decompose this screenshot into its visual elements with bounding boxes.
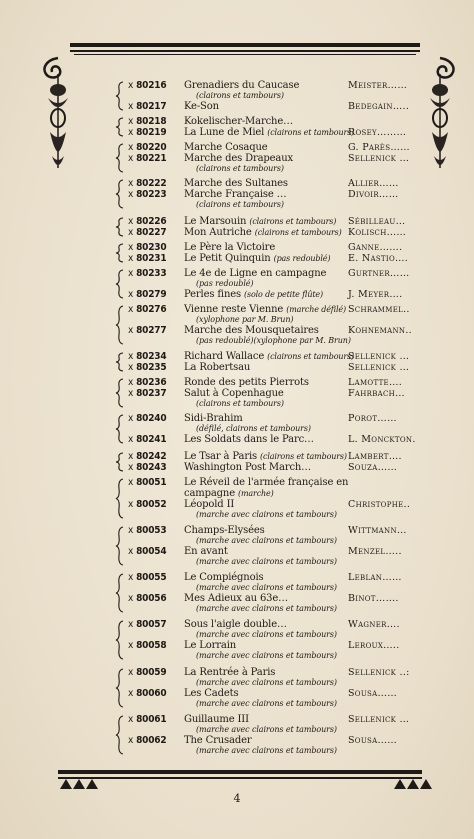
composer-name: L. Monckton. — [348, 434, 416, 445]
record-subtitle: (pas redoublé)(xylophone par M. Brun) — [196, 336, 351, 345]
record-title: Kokelischer-Marche… — [184, 116, 293, 127]
record-number: x 80276 — [128, 304, 167, 315]
composer-name: Kolisch…… — [348, 227, 407, 238]
record-entry — [116, 289, 421, 300]
record-subtitle: (marche avec clairons et tambours) — [196, 725, 337, 734]
record-entry — [116, 735, 421, 756]
record-note: (marche) — [238, 489, 274, 498]
record-entry — [116, 304, 421, 325]
record-entry — [116, 377, 421, 388]
record-number: x 80237 — [128, 388, 167, 399]
catalog-group — [116, 242, 421, 264]
composer-name: Christophe.. — [348, 499, 411, 510]
record-title: The Crusader — [184, 735, 252, 746]
record-entry — [116, 619, 421, 640]
catalog-group — [116, 178, 421, 210]
record-number: x 80217 — [128, 101, 167, 112]
catalog-group — [116, 714, 421, 756]
composer-name: Kohnemann.. — [348, 325, 412, 336]
record-subtitle: (marche avec clairons et tambours) — [196, 510, 337, 519]
record-entry — [116, 413, 421, 434]
record-number: x 80231 — [128, 253, 167, 264]
record-number: x 80056 — [128, 593, 167, 604]
composer-name: Wagner…. — [348, 619, 400, 630]
record-entry — [116, 127, 421, 138]
composer-name: Sousa…… — [348, 688, 398, 699]
record-entry — [116, 80, 421, 101]
record-title: Marche Cosaque — [184, 142, 268, 153]
record-subtitle: (pas redoublé) — [196, 279, 254, 288]
record-title: Le Compiégnois — [184, 572, 264, 583]
composer-name: Schrammel.. — [348, 304, 410, 315]
record-subtitle: (xylophone par M. Brun) — [196, 315, 294, 324]
composer-name: Menzel….. — [348, 546, 402, 557]
record-number: x 80057 — [128, 619, 167, 630]
record-number: x 80052 — [128, 499, 167, 510]
page-number: 4 — [233, 792, 241, 805]
catalog-group — [116, 304, 421, 346]
record-number: x 80242 — [128, 451, 167, 462]
record-number: x 80054 — [128, 546, 167, 557]
record-title: Marche Française … — [184, 189, 287, 200]
record-entry — [116, 362, 421, 373]
record-subtitle: (marche avec clairons et tambours) — [196, 604, 337, 613]
record-subtitle: (marche avec clairons et tambours) — [196, 583, 337, 592]
record-entry — [116, 268, 421, 289]
record-subtitle: (clairons et tambours) — [196, 200, 284, 209]
record-number: x 80055 — [128, 572, 167, 583]
record-subtitle: (marche avec clairons et tambours) — [196, 678, 337, 687]
record-title: Le Marsouin (clairons et tambours) — [184, 216, 337, 227]
record-title: En avant — [184, 546, 228, 557]
composer-name: Sellenick … — [348, 351, 410, 362]
record-title: Ronde des petits Pierrots — [184, 377, 309, 388]
record-entry — [116, 499, 421, 520]
record-entry — [116, 142, 421, 153]
record-title: Marche des Mousquetaires — [184, 325, 319, 336]
record-entry — [116, 572, 421, 593]
record-entry — [116, 593, 421, 614]
floral-ornament-icon — [38, 58, 78, 178]
composer-name: Sellenick … — [348, 714, 410, 725]
record-title: Léopold II — [184, 499, 235, 510]
catalog-group — [116, 216, 421, 238]
record-title: Perles fines (solo de petite flûte) — [184, 289, 323, 300]
record-title: Les Soldats dans le Parc… — [184, 434, 314, 445]
composer-name: Meister…… — [348, 80, 408, 91]
record-number: x 80236 — [128, 377, 167, 388]
record-number: x 80221 — [128, 153, 167, 164]
record-entry — [116, 667, 421, 688]
catalog-group — [116, 477, 421, 520]
record-note: (clairons et tambours) — [267, 352, 354, 361]
record-number: x 80235 — [128, 362, 167, 373]
record-catalog-list — [116, 80, 421, 760]
catalog-group — [116, 525, 421, 567]
record-title: Vienne reste Vienne (marche défilé) — [184, 304, 346, 315]
record-entry — [116, 178, 421, 189]
record-subtitle: (marche avec clairons et tambours) — [196, 557, 337, 566]
record-number: x 80219 — [128, 127, 167, 138]
record-title: Washington Post March… — [184, 462, 312, 473]
record-title: Guillaume III — [184, 714, 249, 725]
composer-name: Divoir…… — [348, 189, 399, 200]
record-title: Les Cadets — [184, 688, 239, 699]
catalog-group — [116, 377, 421, 409]
record-subtitle: (marche avec clairons et tambours) — [196, 536, 337, 545]
record-number: x 80059 — [128, 667, 167, 678]
record-number: x 80061 — [128, 714, 167, 725]
composer-name: Sellenick … — [348, 362, 410, 373]
composer-name: Ganne……. — [348, 242, 403, 253]
record-number: x 80227 — [128, 227, 167, 238]
composer-name: Allier…… — [348, 178, 399, 189]
record-note: (pas redoublé) — [273, 254, 331, 263]
record-title: Marche des Drapeaux — [184, 153, 294, 164]
record-subtitle: (marche avec clairons et tambours) — [196, 746, 337, 755]
catalog-group — [116, 142, 421, 174]
record-entry — [116, 351, 421, 362]
record-subtitle: (clairons et tambours) — [196, 399, 284, 408]
record-title: Le Tsar à Paris (clairons et tambours) — [184, 451, 347, 462]
composer-name: Binot……. — [348, 593, 399, 604]
record-number: x 80218 — [128, 116, 167, 127]
record-title: La Rentrée à Paris — [184, 667, 276, 678]
record-title: Le Réveil de l'armée française en — [184, 477, 349, 488]
record-subtitle: (défilé, clairons et tambours) — [196, 424, 311, 433]
record-title: Mon Autriche (clairons et tambours) — [184, 227, 342, 238]
composer-name: Fahrbach… — [348, 388, 405, 399]
record-number: x 80058 — [128, 640, 167, 651]
record-number: x 80222 — [128, 178, 167, 189]
record-entry — [116, 153, 421, 174]
record-entry — [116, 101, 421, 112]
composer-name: Wittmann… — [348, 525, 407, 536]
record-number: x 80233 — [128, 268, 167, 279]
composer-name: Porot…… — [348, 413, 397, 424]
record-entry — [116, 546, 421, 567]
catalog-group — [116, 619, 421, 661]
top-border — [70, 43, 420, 57]
record-number: x 80234 — [128, 351, 167, 362]
record-note: (clairons et tambours) — [267, 128, 355, 137]
catalog-group — [116, 80, 421, 112]
record-title: Le Lorrain — [184, 640, 237, 651]
record-title: Le 4e de Ligne en campagne — [184, 268, 327, 279]
record-entry — [116, 462, 421, 473]
record-number: x 80243 — [128, 462, 167, 473]
record-title: Richard Wallace (clairons et tambours) — [184, 351, 354, 362]
record-number: x 80240 — [128, 413, 167, 424]
record-number: x 80241 — [128, 434, 167, 445]
record-entry — [116, 227, 421, 238]
catalog-group — [116, 116, 421, 138]
record-entry — [116, 434, 421, 445]
composer-name: Leblan…… — [348, 572, 402, 583]
record-number: x 80223 — [128, 189, 167, 200]
composer-name: Sellenick ..: — [348, 667, 410, 678]
record-number: x 80051 — [128, 477, 167, 488]
record-title: La Lune de Miel (clairons et tambours) — [184, 127, 355, 138]
catalog-group — [116, 451, 421, 473]
record-number: x 80279 — [128, 289, 167, 300]
record-entry — [116, 216, 421, 227]
record-entry — [116, 688, 421, 709]
record-entry — [116, 116, 421, 127]
record-subtitle: (clairons et tambours) — [196, 164, 284, 173]
record-number: x 80062 — [128, 735, 167, 746]
record-number: x 80060 — [128, 688, 167, 699]
record-subtitle: (clairons et tambours) — [196, 91, 284, 100]
record-title: Le Petit Quinquin (pas redoublé) — [184, 253, 331, 264]
composer-name: Lambert…. — [348, 451, 402, 462]
record-number: x 80220 — [128, 142, 167, 153]
record-entry — [116, 388, 421, 409]
catalog-group — [116, 413, 421, 445]
record-title: Marche des Sultanes — [184, 178, 288, 189]
composer-name: Lamotte…. — [348, 377, 403, 388]
composer-name: G. Parès…… — [348, 142, 410, 153]
composer-name: E. Nastio…. — [348, 253, 409, 264]
composer-name: Sébilleau… — [348, 216, 406, 227]
record-title: Champs-Elysées — [184, 525, 265, 536]
triangle-ornament-icon — [60, 779, 98, 789]
record-subtitle: (marche avec clairons et tambours) — [196, 630, 337, 639]
record-entry — [116, 640, 421, 661]
record-number: x 80277 — [128, 325, 167, 336]
record-title: campagne (marche) — [184, 488, 274, 499]
triangle-ornament-icon — [394, 779, 432, 789]
catalog-group — [116, 351, 421, 373]
composer-name: J. Meyer…. — [348, 289, 403, 300]
record-number: x 80053 — [128, 525, 167, 536]
composer-name: Rosey……… — [348, 127, 407, 138]
record-entry — [116, 325, 421, 346]
record-title: Sidi-Brahim — [184, 413, 243, 424]
record-title: La Robertsau — [184, 362, 251, 373]
record-note: (solo de petite flûte) — [244, 290, 323, 299]
floral-ornament-icon — [420, 58, 460, 178]
record-entry — [116, 525, 421, 546]
composer-name: Sellenick … — [348, 153, 410, 164]
record-title: Salut à Copenhague — [184, 388, 284, 399]
catalog-group — [116, 572, 421, 614]
composer-name: Gurtner…… — [348, 268, 410, 279]
composer-name: Bedegain….. — [348, 101, 410, 112]
composer-name: Leroux….. — [348, 640, 400, 651]
record-number: x 80216 — [128, 80, 167, 91]
record-title: Ke-Son — [184, 101, 219, 112]
record-note: (marche défilé) — [286, 305, 346, 314]
record-number: x 80230 — [128, 242, 167, 253]
record-note: (clairons et tambours) — [260, 452, 347, 461]
record-entry — [116, 488, 421, 499]
record-entry — [116, 477, 421, 488]
record-subtitle: (marche avec clairons et tambours) — [196, 699, 337, 708]
bottom-border — [52, 770, 428, 788]
record-note: (clairons et tambours) — [249, 217, 337, 226]
record-title: Grenadiers du Caucase — [184, 80, 300, 91]
record-subtitle: (marche avec clairons et tambours) — [196, 651, 337, 660]
record-entry — [116, 242, 421, 253]
record-number: x 80226 — [128, 216, 167, 227]
catalog-group — [116, 268, 421, 300]
record-title: Sous l'aigle double… — [184, 619, 287, 630]
composer-name: Sousa…… — [348, 735, 398, 746]
record-entry — [116, 714, 421, 735]
record-note: (clairons et tambours) — [254, 228, 342, 237]
record-title: Le Père la Victoire — [184, 242, 276, 253]
record-title: Mes Adieux au 63e… — [184, 593, 288, 604]
catalog-group — [116, 667, 421, 709]
record-entry — [116, 451, 421, 462]
record-entry — [116, 253, 421, 264]
composer-name: Souza…… — [348, 462, 398, 473]
record-entry — [116, 189, 421, 210]
